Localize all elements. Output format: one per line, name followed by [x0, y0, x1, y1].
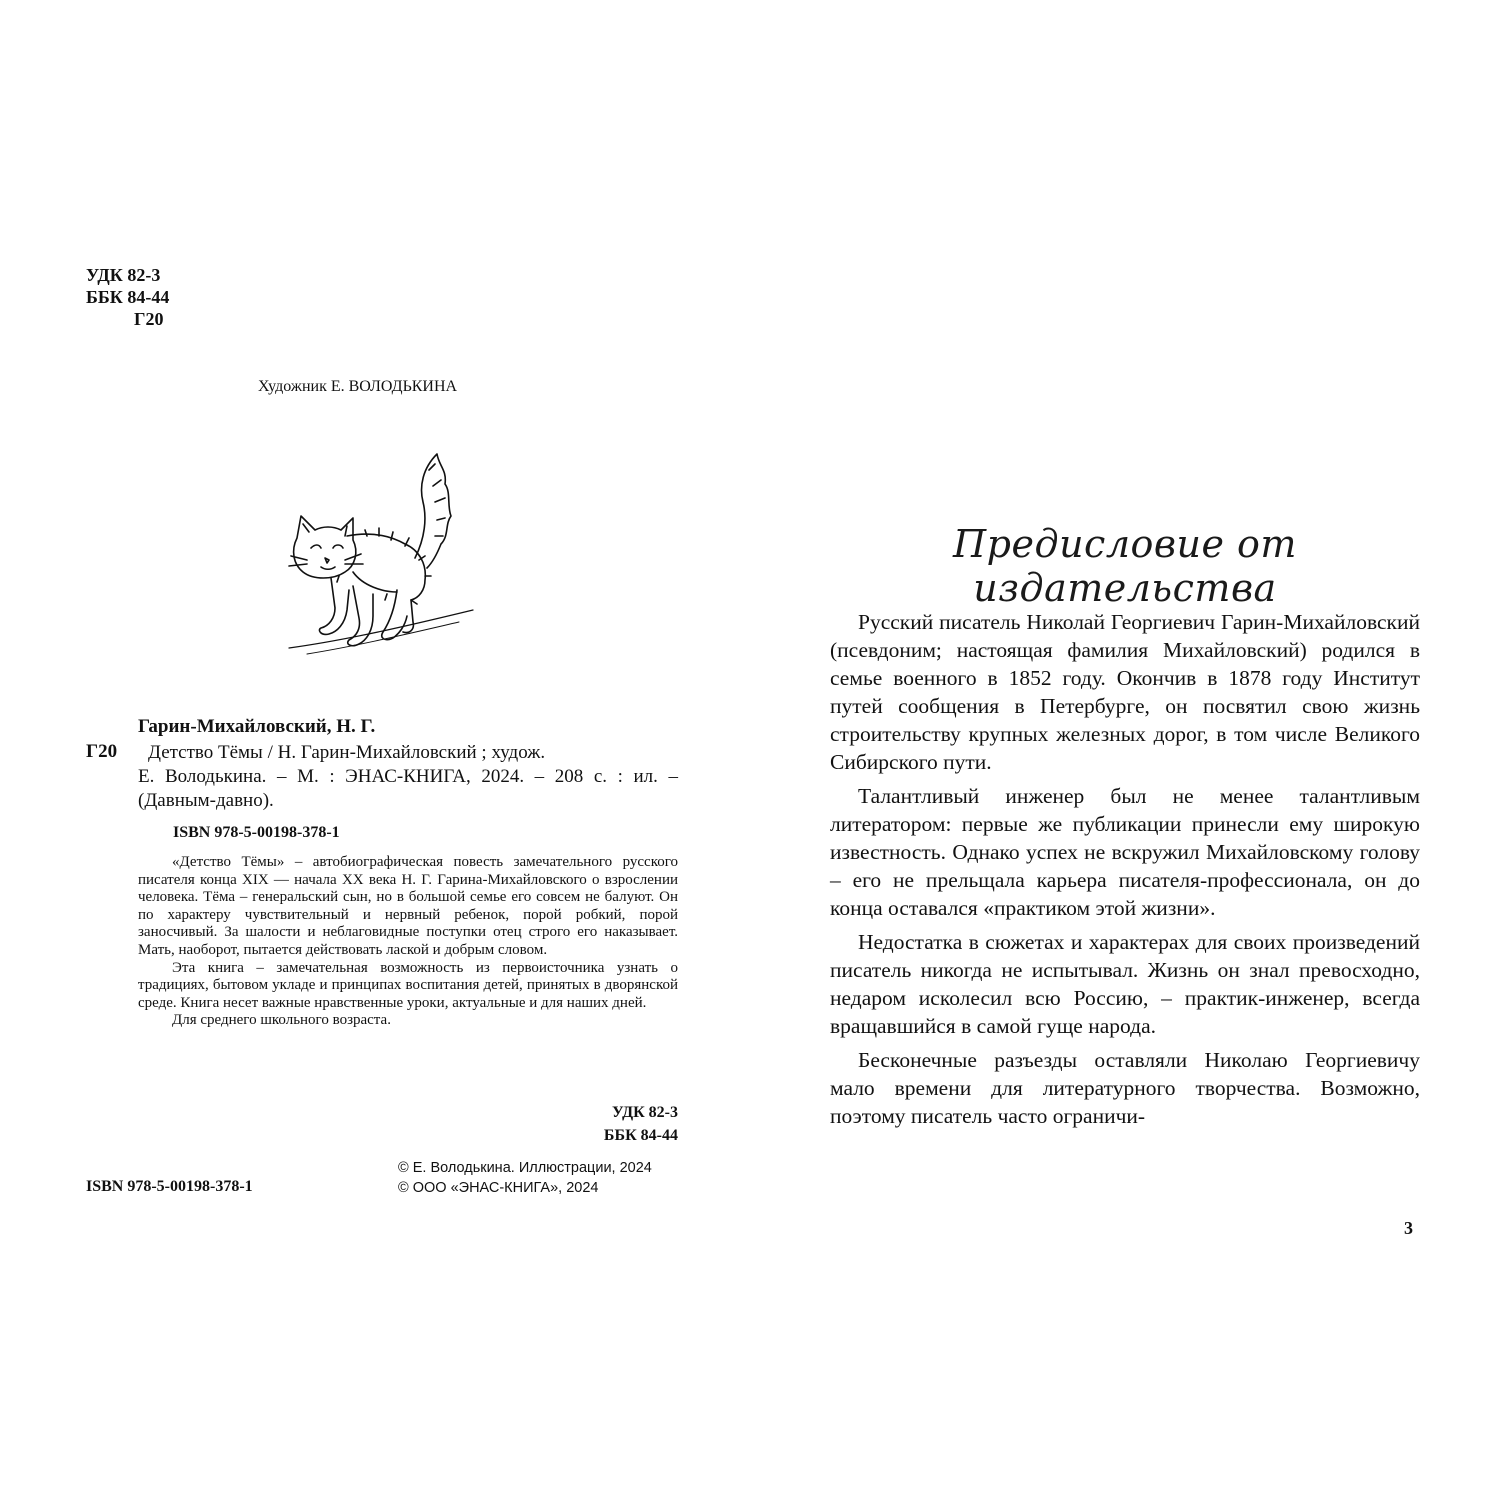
catalog-description-rest: Е. Володькина. – М. : ЭНАС-КНИГА, 2024. – 208 с. : ил. – (Давным-давно). — [138, 766, 678, 811]
annotation-paragraph: Для среднего школьного возраста. — [172, 1012, 391, 1029]
annotation — [138, 854, 678, 1030]
cat-illustration — [287, 440, 477, 660]
copyright-line: © Е. Володькина. Иллюстрации, 2024 — [398, 1160, 652, 1176]
artist-credit: Художник Е. ВОЛОДЬКИНА — [258, 378, 458, 395]
copyright-line: © ООО «ЭНАС-КНИГА», 2024 — [398, 1180, 599, 1196]
bottom-udk-code: УДК 82-3 — [611, 1104, 678, 1121]
annotation-paragraph: «Детство Тёмы» – автобиографическая повесть замечательного русского писателя конца XIX — начала XX века Н. Г. Гарина-Михайловского о взрослении человека. Тёма – генеральский сын, но в большой семье его совсем не балуют. Он по характеру чувствительный и нервный ребенок, порой робкий, порой заносчивый. За шалости и неблаговидные поступки отец строго его наказывает. Мать, наоборот, пытается действовать лаской и добрым словом. — [138, 854, 678, 958]
udk-code: УДК 82-3 — [86, 265, 161, 285]
preface-paragraph: Русский писатель Николай Георгиевич Гарин-Михайловский (псевдоним; настоящая фамилия Михайловский) родился в семье военного в 1852 году. Окончив в 1878 году Институт путей сообщения в Петербурге, он посвятил свою жизнь строительству крупных железных дорог, в том числе Великого Сибирского пути. — [830, 610, 1420, 774]
preface-paragraph: Бесконечные разъезды оставляли Николаю Георгиевичу мало времени для литературного творчества. Возможно, поэтому писатель часто ограничи- — [830, 1048, 1420, 1128]
catalog-author-heading: Гарин-Михайловский, Н. Г. — [138, 716, 376, 737]
bbk-code: ББК 84-44 — [86, 287, 170, 307]
page-title: Предисловие от издательства — [953, 522, 1297, 610]
preface-paragraph: Недостатка в сюжетах и характерах для своих произведений писатель никогда не испытывал. Жизнь он знал превосходно, недаром исколесил всю Россию, – практик-инженер, всегда вращавшийся в самой гуще народа. — [830, 930, 1420, 1038]
preface-body — [830, 608, 1420, 1136]
catalog-description-first: Детство Тёмы / Н. Гарин-Михайловский ; худож. — [148, 742, 546, 763]
catalog-author-mark: Г20 — [86, 741, 118, 762]
catalog-isbn: ISBN 978-5-00198-378-1 — [173, 824, 340, 841]
preface-paragraph: Талантливый инженер был не менее талантливым литератором: первые же публикации принесли ему широкую известность. Однако успех не вскружил Михайловскому голову – его не прельщала карьера писателя-профессионала, он до конца оставался «практиком этой жизни». — [830, 784, 1420, 920]
classification-codes — [86, 264, 169, 330]
page-number: 3 — [1404, 1218, 1413, 1238]
copyright — [398, 1158, 652, 1198]
bottom-isbn: ISBN 978-5-00198-378-1 — [86, 1178, 253, 1195]
annotation-paragraph: Эта книга – замечательная возможность из первоисточника узнать о традициях, бытовом укладе и принципах воспитания детей, принятых в дворянской среде. Книга несет важные нравственные уроки, актуальные и для наших дней. — [138, 959, 678, 1011]
bottom-bbk-code: ББК 84-44 — [603, 1127, 678, 1144]
bottom-classification-codes — [540, 1101, 678, 1147]
author-mark: Г20 — [134, 309, 164, 329]
catalog-description — [138, 741, 678, 813]
